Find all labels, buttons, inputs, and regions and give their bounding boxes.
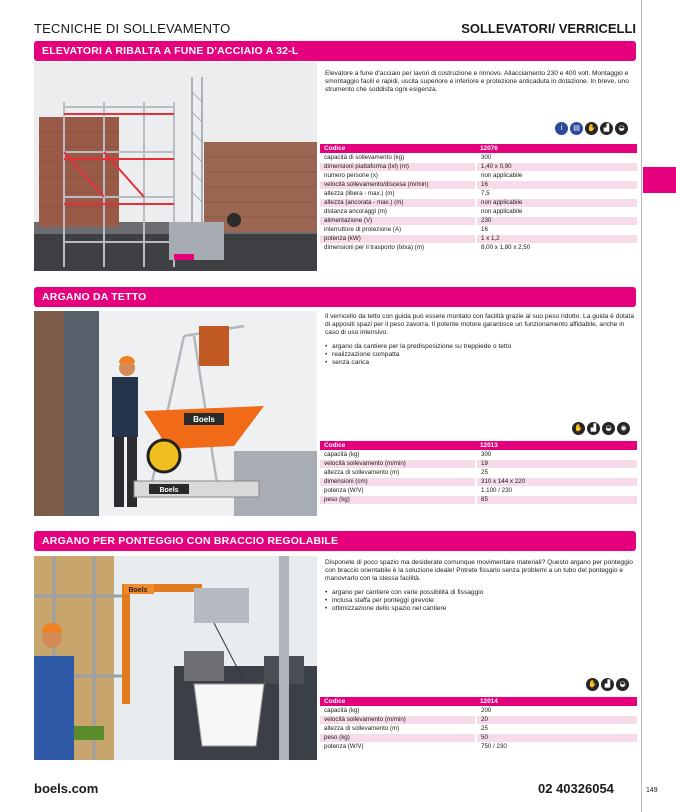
- helmet-icon: ◒: [616, 678, 629, 691]
- list-item: • ottimizzazione dello spazio nel cantiere: [325, 605, 637, 613]
- table-row: [320, 216, 637, 225]
- spec-value: non applicabile: [476, 171, 637, 180]
- spec-label: altezza di sollevamento (m): [320, 468, 476, 477]
- spec-value: 16: [476, 180, 637, 189]
- table-row: [320, 243, 637, 252]
- subcategory-title: SOLLEVATORI/ VERRICELLI: [461, 21, 636, 36]
- spec-value: 750 / 230: [476, 742, 637, 751]
- table-row: [320, 225, 637, 234]
- code-value: 12076: [476, 144, 637, 153]
- spec-label: numero persone (x): [320, 171, 476, 180]
- section-bar-argano-tetto: [34, 287, 636, 307]
- table-row: [320, 715, 637, 724]
- spec-label: altezza di sollevamento (m): [320, 724, 476, 733]
- list-item: • argano da cantiere per la predisposizione su treppiede o tetto: [325, 343, 637, 351]
- code-label: Codice: [320, 697, 476, 706]
- spec-value: 230: [476, 216, 637, 225]
- boots-icon: ▟: [601, 678, 614, 691]
- safety-icons-argano-tetto: [572, 422, 630, 435]
- table-header-row: [320, 441, 637, 450]
- spec-label: velocità sollevamento (m/min): [320, 715, 476, 724]
- spec-value: 85: [476, 495, 637, 504]
- table-row: [320, 706, 637, 715]
- spec-label: dimensioni piattaforma (lxl) (m): [320, 162, 476, 171]
- spec-label: capacità (kg): [320, 706, 476, 715]
- section-bar-argano-ponteggio: [34, 531, 636, 551]
- boots-icon: ▟: [587, 422, 600, 435]
- description-text: Disponete di poco spazio ma desiderate comunque movimentare materiali? Questo argano per ponteggio con braccio orientabile è la soluzione ideale! Potrete fissarlo senza problemi a un tubo del ponteggio e manovrarlo con la stessa facilità.: [325, 559, 633, 583]
- safety-icons-elevatori: [555, 122, 628, 135]
- list-item: • senza carica: [325, 359, 637, 367]
- product-photo-argano-ponteggio: [34, 556, 317, 760]
- gloves-icon: ✋: [586, 678, 599, 691]
- brand-label: Boels: [193, 415, 215, 424]
- table-row: [320, 450, 637, 459]
- list-item: • argano per cantiere con varie possibilità di fissaggio: [325, 589, 637, 597]
- list-item: • realizzazione compatta: [325, 351, 637, 359]
- product-photo-argano-tetto: [34, 311, 317, 516]
- table-row: [320, 153, 637, 162]
- safety-icons-argano-ponteggio: [586, 678, 629, 691]
- spec-label: dimensioni per il trasporto (lxlxa) (m): [320, 243, 476, 252]
- spec-label: velocità sollevamento/discesa (m/min): [320, 180, 476, 189]
- manual-icon: ▤: [570, 122, 583, 135]
- spec-label: altezza (libera - max.) (m): [320, 189, 476, 198]
- spec-table-argano-tetto: [320, 441, 637, 505]
- code-label: Codice: [320, 441, 476, 450]
- description-elevatori: Elevatore a fune d'acciaio per lavori di costruzione e rinnovo. Allacciamento 230 e 400 volt. Montaggio e smontaggio facili e rapidi, uscita superiore e inferiore e protezione anticaduta in dotazione. In breve, uno strumento che soddisfa ogni esigenza.: [325, 70, 629, 94]
- info-icon: i: [555, 122, 568, 135]
- spec-value: 19: [476, 459, 637, 468]
- table-row: [320, 459, 637, 468]
- spec-label: altezza (ancorata - max.) (m): [320, 198, 476, 207]
- table-row: [320, 468, 637, 477]
- description-argano-ponteggio: [325, 559, 637, 614]
- spec-value: 1,40 x 0,90: [476, 162, 637, 171]
- section-title: ARGANO DA TETTO: [42, 291, 147, 303]
- spec-value: 8,00 x 1,80 x 2,50: [476, 243, 637, 252]
- spec-label: potenza (W/V): [320, 742, 476, 751]
- spec-value: 1 x 1,2: [476, 234, 637, 243]
- spec-label: capacità (kg): [320, 450, 476, 459]
- table-row: [320, 477, 637, 486]
- table-row: [320, 171, 637, 180]
- spec-label: potenza (W/V): [320, 486, 476, 495]
- page-header: [34, 21, 636, 39]
- table-row: [320, 189, 637, 198]
- helmet-icon: ◒: [615, 122, 628, 135]
- gloves-icon: ✋: [572, 422, 585, 435]
- chapter-tab: [643, 167, 676, 193]
- table-row: [320, 198, 637, 207]
- spec-label: potenza (kW): [320, 234, 476, 243]
- spec-value: 300: [476, 450, 637, 459]
- spec-value: 16: [476, 225, 637, 234]
- table-row: [320, 742, 637, 751]
- spec-label: distanza ancoraggi (m): [320, 207, 476, 216]
- product-photo-elevatore: [34, 62, 317, 271]
- spec-label: peso (kg): [320, 495, 476, 504]
- list-item: • inclusa staffa per ponteggi girevole: [325, 597, 637, 605]
- code-value: 12013: [476, 441, 637, 450]
- table-row: [320, 733, 637, 742]
- section-title: ARGANO PER PONTEGGIO CON BRACCIO REGOLABILE: [42, 535, 339, 547]
- spec-value: 7,5: [476, 189, 637, 198]
- feature-list: [325, 343, 637, 367]
- boots-icon: ▟: [600, 122, 613, 135]
- table-row: [320, 180, 637, 189]
- category-title: TECNICHE DI SOLLEVAMENTO: [34, 21, 231, 36]
- spec-label: peso (kg): [320, 733, 476, 742]
- spec-label: alimentazione (V): [320, 216, 476, 225]
- page-number: 149: [646, 787, 658, 794]
- table-row: [320, 495, 637, 504]
- table-row: [320, 162, 637, 171]
- brand-label: Boels: [128, 587, 148, 594]
- spec-value: 300: [476, 153, 637, 162]
- description-text: Il verricello da tetto con guida può essere montato con facilità grazie al suo peso ridotto. La guida è dotata di appositi spazi per il peso zavorra. Il potente motore garantisce un funzionamento affidabile, anche in caso di uso intensivo.: [325, 313, 634, 337]
- description-argano-tetto: [325, 313, 637, 368]
- spec-value: non applicabile: [476, 207, 637, 216]
- table-header-row: [320, 697, 637, 706]
- brand-label: Boels: [159, 487, 179, 494]
- table-row: [320, 486, 637, 495]
- feature-list: [325, 589, 637, 613]
- code-label: Codice: [320, 144, 476, 153]
- spec-label: interruttore di protezione (A): [320, 225, 476, 234]
- code-value: 12014: [476, 697, 637, 706]
- spec-label: dimensioni (cm): [320, 477, 476, 486]
- goggles-icon: ◉: [617, 422, 630, 435]
- table-header-row: [320, 144, 637, 153]
- helmet-icon: ◒: [602, 422, 615, 435]
- spec-value: 50: [476, 733, 637, 742]
- spec-value: non applicabile: [476, 198, 637, 207]
- gloves-icon: ✋: [585, 122, 598, 135]
- spec-label: velocità sollevamento (m/min): [320, 459, 476, 468]
- section-title: ELEVATORI A RIBALTA A FUNE D'ACCIAIO A 32-L: [42, 45, 299, 57]
- spec-value: 200: [476, 706, 637, 715]
- spec-value: 25: [476, 468, 637, 477]
- spec-value: 1.100 / 230: [476, 486, 637, 495]
- spec-table-argano-ponteggio: [320, 697, 637, 752]
- website-link[interactable]: boels.com: [34, 781, 99, 796]
- spec-table-elevatori: [320, 144, 637, 253]
- spec-value: 310 x 144 x 220: [476, 477, 637, 486]
- section-bar-elevatori: [34, 41, 636, 61]
- table-row: [320, 724, 637, 733]
- spec-value: 25: [476, 724, 637, 733]
- table-row: [320, 234, 637, 243]
- spec-value: 20: [476, 715, 637, 724]
- phone-number: 02 40326054: [538, 781, 614, 796]
- margin-divider: [641, 0, 642, 812]
- table-row: [320, 207, 637, 216]
- spec-label: capacità di sollevamento (kg): [320, 153, 476, 162]
